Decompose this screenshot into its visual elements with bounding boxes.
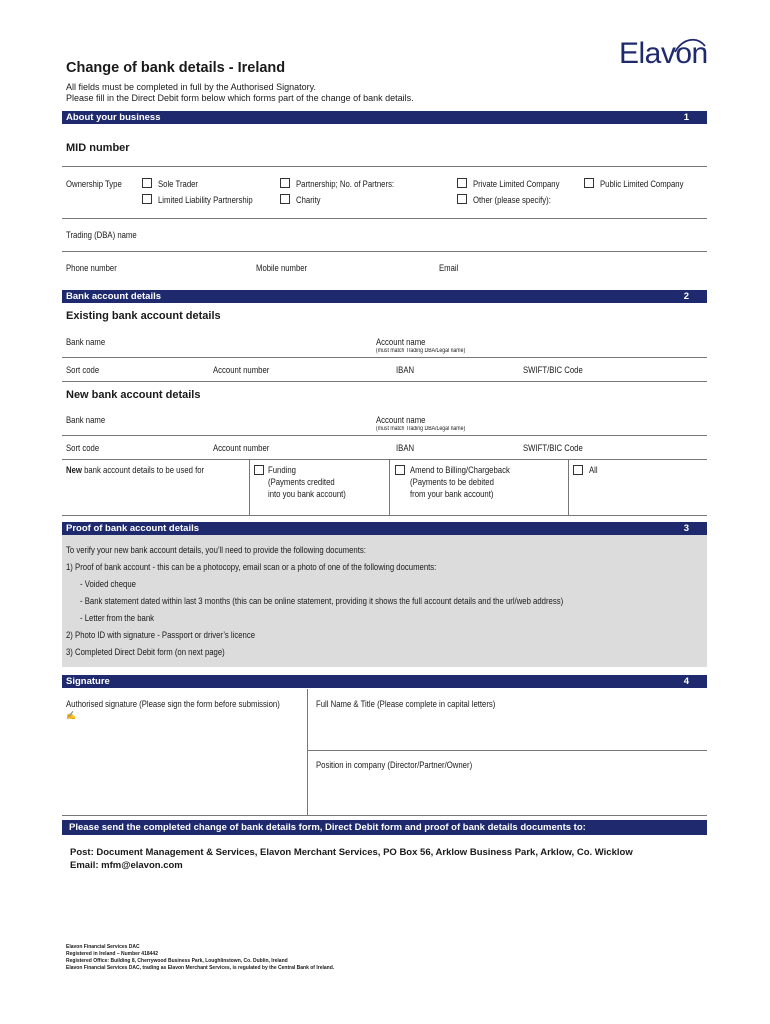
amend-note-1: (Payments to be debited [410, 477, 494, 487]
account-usage-rest: bank account details to be used for [81, 465, 205, 475]
divider [568, 459, 569, 515]
divider [62, 815, 707, 816]
signature-field[interactable] [62, 722, 306, 814]
existing-account-number-label: Account number [213, 365, 270, 375]
section-number: 3 [683, 523, 689, 534]
divider [62, 251, 707, 252]
proof-line: To verify your new bank account details, you’ll need to provide the following documents: [66, 545, 366, 555]
existing-swift-label: SWIFT/BIC Code [523, 365, 583, 375]
intro-line-2: Please fill in the Direct Debit form below which forms part of the change of bank details. [66, 93, 414, 103]
divider [62, 166, 707, 167]
divider [62, 515, 707, 516]
section-title: About your business [66, 112, 161, 123]
authorised-signature-label: Authorised signature (Please sign the form before submission) [66, 699, 280, 709]
proof-line: - Voided cheque [80, 579, 136, 589]
amend-billing-checkbox[interactable] [395, 465, 405, 475]
proof-line: 3) Completed Direct Debit form (on next page) [66, 647, 225, 657]
proof-line: 1) Proof of bank account - this can be a photocopy, email scan or a photo of one of the following documents: [66, 562, 437, 572]
proof-line: 2) Photo ID with signature - Passport or driver’s licence [66, 630, 255, 640]
footer-line: Elavon Financial Services DAC [66, 944, 140, 950]
section-header-signature [62, 675, 707, 688]
llp-checkbox[interactable] [142, 194, 152, 204]
amend-note-2: from your bank account) [410, 489, 494, 499]
divider [62, 435, 707, 436]
divider [62, 381, 707, 382]
logo-wordmark: Elavon [619, 37, 708, 70]
funding-note-2: into you bank account) [268, 489, 346, 499]
existing-bank-heading: Existing bank account details [66, 310, 221, 322]
elavon-logo [617, 32, 727, 72]
footer-line: Registered Office: Building 8, Cherrywood Business Park, Loughlinstown, Co. Dublin, Ireland [66, 958, 288, 964]
new-swift-label: SWIFT/BIC Code [523, 443, 583, 453]
section-number: 2 [683, 291, 689, 302]
position-field[interactable] [310, 773, 706, 813]
section-title: Signature [66, 676, 110, 687]
account-usage-bold: New [66, 465, 82, 475]
divider [389, 459, 390, 515]
sole-trader-label: Sole Trader [158, 179, 199, 189]
email-label: Email [439, 263, 459, 273]
charity-checkbox[interactable] [280, 194, 290, 204]
divider [62, 459, 707, 460]
section-title: Bank account details [66, 291, 162, 302]
divider [307, 689, 308, 815]
existing-bank-name-label: Bank name [66, 337, 106, 347]
new-bank-heading: New bank account details [66, 389, 201, 401]
sole-trader-checkbox[interactable] [142, 178, 152, 188]
funding-checkbox[interactable] [254, 465, 264, 475]
proof-line: - Letter from the bank [80, 613, 155, 623]
section-header-proof [62, 522, 707, 535]
charity-label: Charity [296, 195, 321, 205]
dba-name-label: Trading (DBA) name [66, 230, 137, 240]
full-name-label: Full Name & Title (Please complete in capital letters) [316, 699, 496, 709]
footer-line: Elavon Financial Services DAC, trading as Elavon Merchant Services, is regulated by the Central Bank of Ireland. [66, 965, 335, 971]
proof-line: - Bank statement dated within last 3 months (this can be online statement, providing it shows the full account details and the url/web address) [80, 596, 564, 606]
full-name-field[interactable] [310, 712, 706, 748]
new-bank-name-label: Bank name [66, 415, 106, 425]
public-limited-company-label: Public Limited Company [600, 179, 684, 189]
section-title: Proof of bank account details [66, 523, 200, 534]
existing-sort-code-label: Sort code [66, 365, 100, 375]
send-documents-text: Please send the completed change of bank details form, Direct Debit form and proof of bank details documents to: [69, 822, 586, 833]
contact-email[interactable]: Email: mfm@elavon.com [70, 860, 183, 871]
existing-iban-label: IBAN [396, 365, 415, 375]
account-usage-label [66, 465, 204, 475]
llp-label: Limited Liability Partnership [158, 195, 253, 205]
existing-account-name-note: (must match Trading DBA/Legal name) [376, 348, 466, 354]
partnership-label: Partnership; No. of Partners: [296, 179, 395, 189]
funding-note-1: (Payments credited [268, 477, 335, 487]
page-title: Change of bank details - Ireland [66, 60, 286, 76]
divider [62, 357, 707, 358]
footer-line: Registered in Ireland – Number 418442 [66, 951, 158, 957]
postal-address: Post: Document Management & Services, Elavon Merchant Services, PO Box 56, Arklow Business Park, Arklow, Co. Wicklow [70, 847, 633, 858]
private-limited-company-checkbox[interactable] [457, 178, 467, 188]
send-documents-bar [62, 820, 707, 835]
section-header-bank-account [62, 290, 707, 303]
phone-number-label: Phone number [66, 263, 117, 273]
existing-account-name-label: Account name [376, 337, 426, 347]
public-limited-company-checkbox[interactable] [584, 178, 594, 188]
other-label: Other (please specify): [473, 195, 551, 205]
other-checkbox[interactable] [457, 194, 467, 204]
funding-label: Funding [268, 465, 296, 475]
ownership-type-label: Ownership Type [66, 179, 122, 189]
all-label: All [589, 465, 598, 475]
divider [249, 459, 250, 515]
section-header-about-business [62, 111, 707, 124]
new-sort-code-label: Sort code [66, 443, 100, 453]
divider [62, 218, 707, 219]
section-number: 1 [683, 112, 689, 123]
mobile-number-label: Mobile number [256, 263, 308, 273]
divider [307, 750, 707, 751]
position-label: Position in company (Director/Partner/Owner) [316, 760, 473, 770]
private-limited-company-label: Private Limited Company [473, 179, 560, 189]
new-account-number-label: Account number [213, 443, 270, 453]
pen-icon: ✍ [66, 711, 76, 720]
new-account-name-label: Account name [376, 415, 426, 425]
intro-line-1: All fields must be completed in full by the Authorised Signatory. [66, 82, 316, 92]
all-checkbox[interactable] [573, 465, 583, 475]
section-number: 4 [683, 676, 689, 687]
new-account-name-note: (must match Trading DBA/Legal name) [376, 426, 466, 432]
mid-number-label: MID number [66, 142, 130, 154]
new-iban-label: IBAN [396, 443, 415, 453]
amend-billing-label: Amend to Billing/Chargeback [410, 465, 510, 475]
partnership-checkbox[interactable] [280, 178, 290, 188]
